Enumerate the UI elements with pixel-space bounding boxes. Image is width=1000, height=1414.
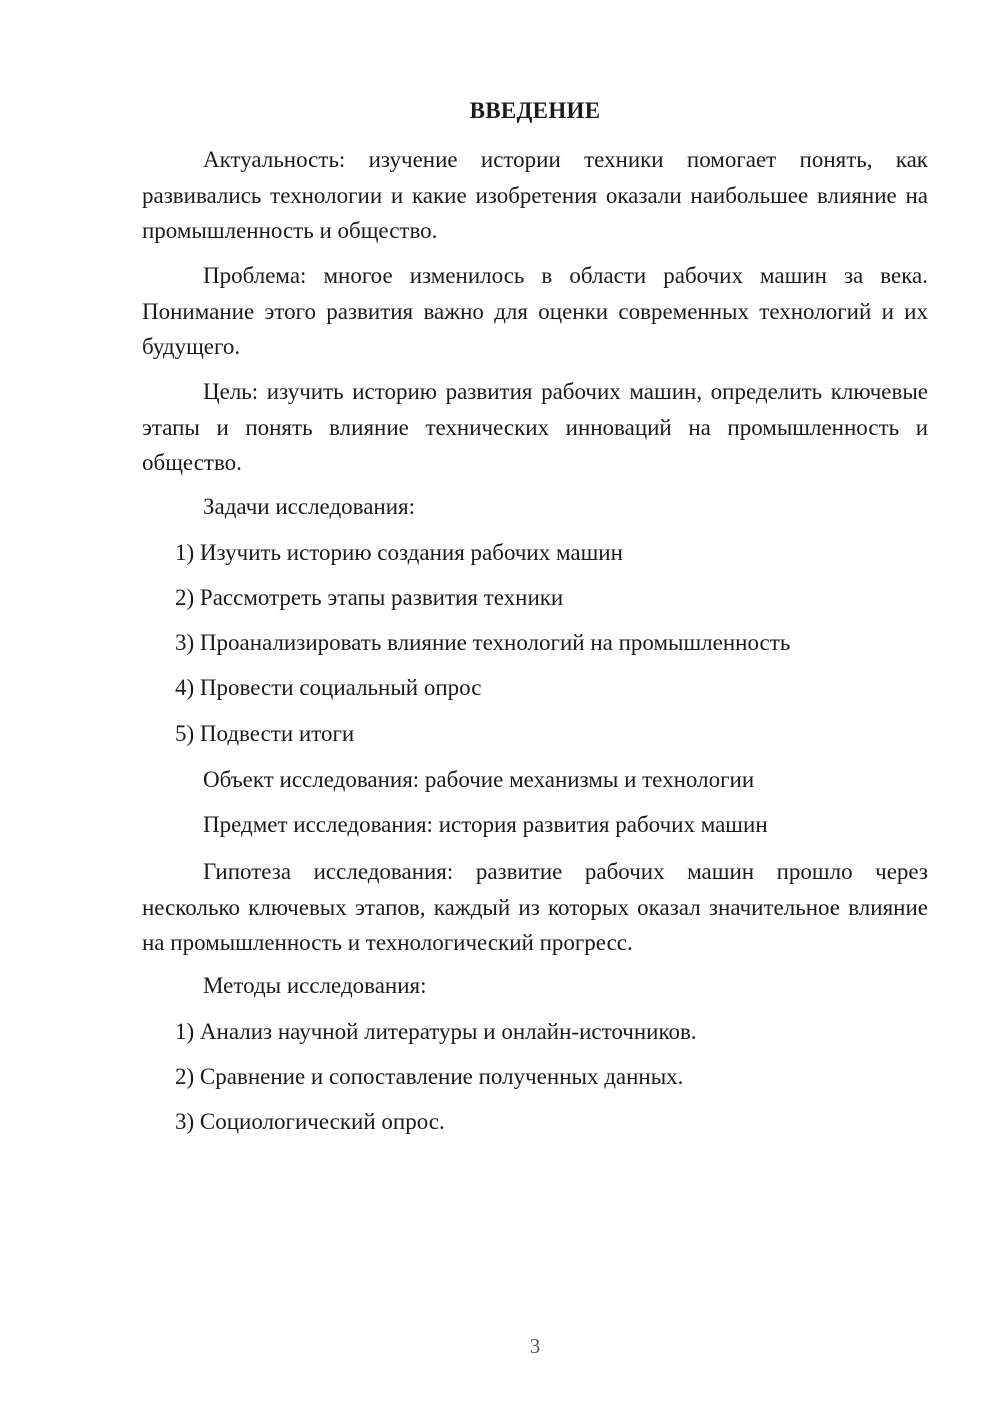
task-item: 1) Изучить историю создания рабочих машин (175, 540, 623, 565)
document-page (142, 0, 928, 1414)
research-object: Объект исследования: рабочие механизмы и технологии (203, 767, 755, 792)
task-item: 4) Провести социальный опрос (175, 675, 482, 700)
problem-paragraph: Проблема: многое изменилось в области рабочих машин за века. Понимание этого развития важно для оценки современных технологий и их будущего. (142, 263, 928, 359)
hypothesis-paragraph: Гипотеза исследования: развитие рабочих машин прошло через несколько ключевых этапов, каждый из которых оказал значительное влияние на промышленность и технологический прогресс. (142, 859, 928, 955)
research-subject: Предмет исследования: история развития рабочих машин (203, 812, 768, 837)
task-item: 3) Проанализировать влияние технологий на промышленность (175, 630, 791, 655)
method-item: 1) Анализ научной литературы и онлайн-источников. (175, 1019, 697, 1044)
relevance-paragraph: Актуальность: изучение истории техники помогает понять, как развивались технологии и какие изобретения оказали наибольшее влияние на промышленность и общество. (142, 147, 928, 243)
section-heading: ВВЕДЕНИЕ (469, 98, 601, 123)
page-number: 3 (529, 1334, 541, 1358)
tasks-title: Задачи исследования: (203, 494, 416, 519)
task-item: 2) Рассмотреть этапы развития техники (175, 585, 564, 610)
method-item: 3) Социологический опрос. (175, 1109, 445, 1134)
task-item: 5) Подвести итоги (175, 721, 355, 746)
goal-paragraph: Цель: изучить историю развития рабочих машин, определить ключевые этапы и понять влияние технических инноваций на промышленность и общество. (142, 379, 928, 475)
methods-title: Методы исследования: (203, 973, 427, 998)
method-item: 2) Сравнение и сопоставление полученных данных. (175, 1064, 684, 1089)
